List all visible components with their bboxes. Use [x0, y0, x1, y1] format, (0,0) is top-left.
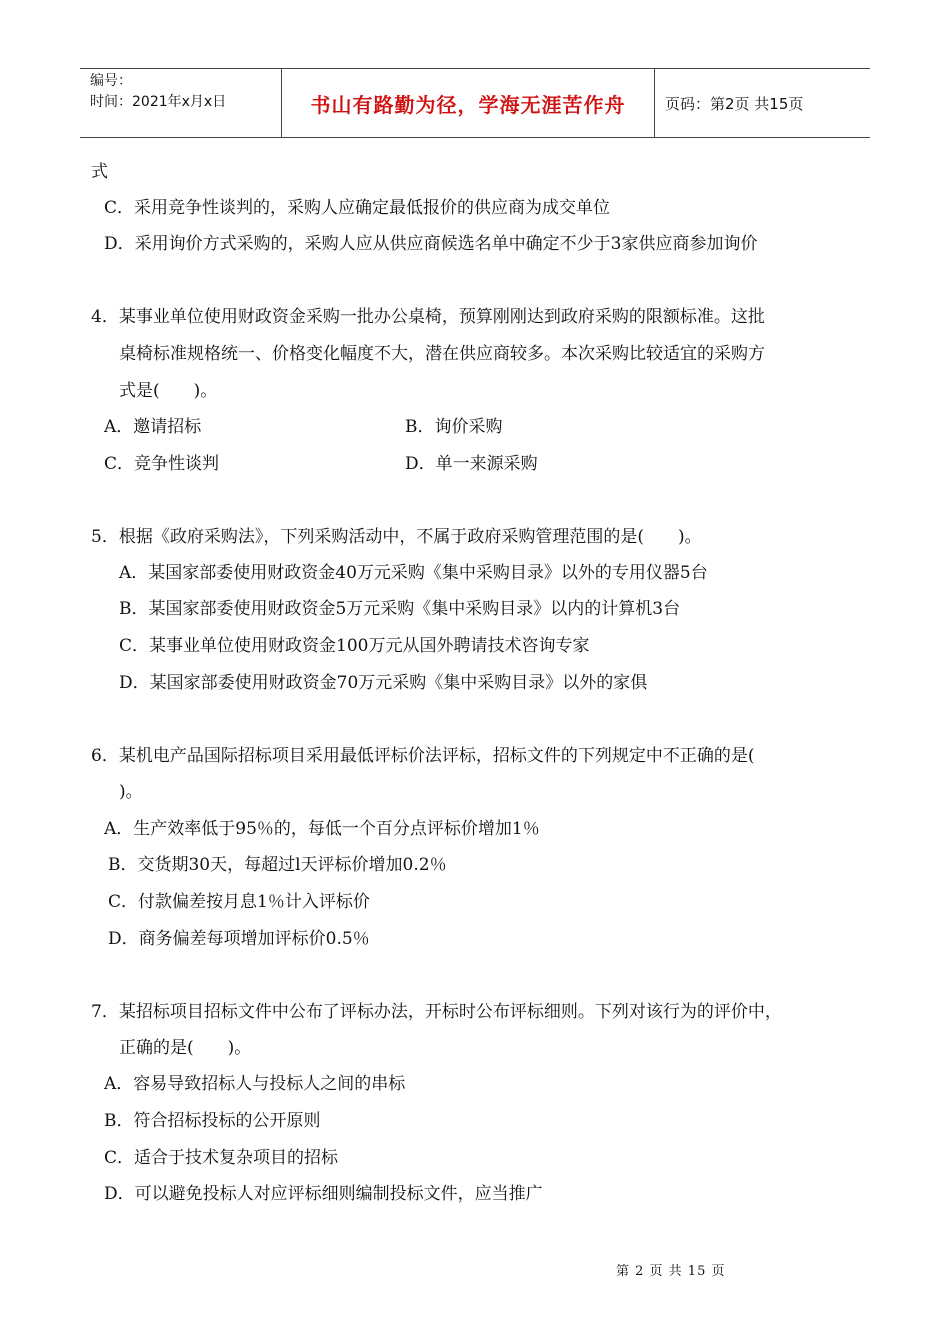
question-6: 6．某机电产品国际招标项目采用最低评标价法评标，招标文件的下列规定中不正确的是( [91, 746, 755, 766]
question-5: 5．根据《政府采购法》，下列采购活动中，不属于政府采购管理范围的是( )。 [91, 527, 702, 547]
page-header [80, 68, 870, 138]
text-line: 式 [91, 162, 108, 182]
option-line: B．符合招标投标的公开原则 [104, 1111, 321, 1131]
page-footer: 第 2 页 共 15 页 [616, 1264, 726, 1279]
document-number-label: 编号： [90, 73, 132, 89]
question-4: 4．某事业单位使用财政资金采购一批办公桌椅，预算刚刚达到政府采购的限额标准。这批 [91, 307, 765, 327]
option-line: D．某国家部委使用财政资金70万元采购《集中采购目录》以外的家俱 [119, 673, 648, 693]
header-meta [80, 69, 282, 137]
option-line: D．采用询价方式采购的，采购人应从供应商候选名单中确定不少于3家供应商参加询价 [104, 234, 758, 254]
option-line: A．邀请招标 [104, 417, 202, 437]
option-line: C．采用竞争性谈判的，采购人应确定最低报价的供应商为成交单位 [104, 198, 611, 218]
option-line: A．生产效率低于95％的，每低一个百分点评标价增加1％ [104, 819, 540, 839]
header-page-info: 页码：第2页 共15页 [665, 94, 804, 113]
option-line: C．付款偏差按月息1％计入评标价 [108, 892, 370, 912]
option-line: B．某国家部委使用财政资金5万元采购《集中采购目录》以内的计算机3台 [119, 599, 681, 619]
question-4-cont: 式是( )。 [119, 381, 218, 401]
option-line: B．交货期30天，每超过l天评标价增加0.2％ [108, 855, 447, 875]
option-line: A．容易导致招标人与投标人之间的串标 [104, 1074, 406, 1094]
question-4-cont: 桌椅标准规格统一、价格变化幅度不大，潜在供应商较多。本次采购比较适宜的采购方 [119, 344, 765, 364]
option-line: D．单一来源采购 [405, 454, 538, 474]
option-line: C．某事业单位使用财政资金100万元从国外聘请技术咨询专家 [119, 636, 590, 656]
question-7-cont: 正确的是( )。 [119, 1038, 252, 1058]
option-line: C．竞争性谈判 [104, 454, 220, 474]
option-line: D．可以避免投标人对应评标细则编制投标文件，应当推广 [104, 1184, 543, 1204]
question-6-cont: )。 [119, 782, 143, 802]
option-line: C．适合于技术复杂项目的招标 [104, 1148, 339, 1168]
header-motto: 书山有路勤为径，学海无涯苦作舟 [282, 69, 655, 137]
option-line: A．某国家部委使用财政资金40万元采购《集中采购目录》以外的专用仪器5台 [119, 563, 708, 583]
option-line: D．商务偏差每项增加评标价0.5％ [108, 929, 370, 949]
question-7: 7．某招标项目招标文件中公布了评标办法，开标时公布评标细则。下列对该行为的评价中， [91, 1002, 782, 1022]
option-line: B．询价采购 [405, 417, 503, 437]
document-date: 时间：2021年x月x日 [90, 94, 227, 110]
